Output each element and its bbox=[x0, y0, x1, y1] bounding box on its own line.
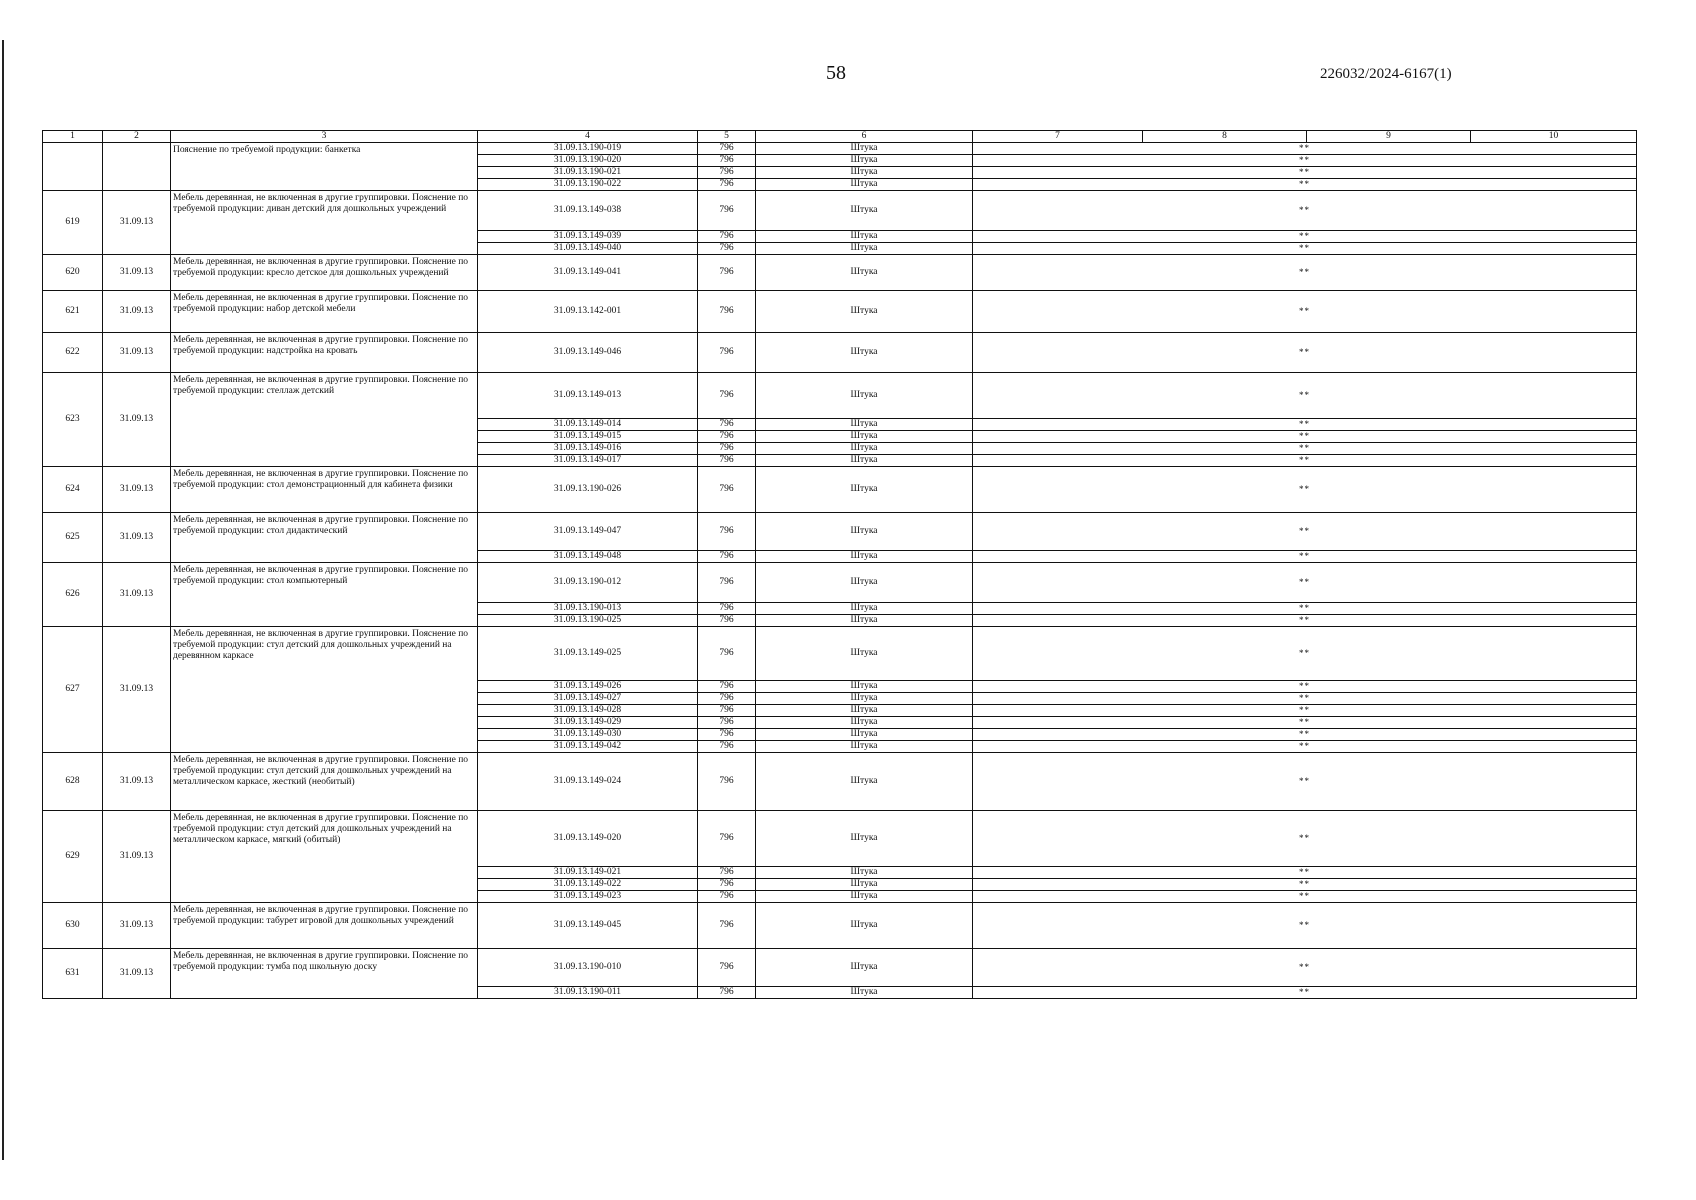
note-mark-cell: ** bbox=[973, 741, 1637, 753]
okpd2-code-cell: 31.09.13.149-016 bbox=[478, 443, 698, 455]
okei-code-cell: 796 bbox=[698, 705, 756, 717]
okei-code-cell: 796 bbox=[698, 563, 756, 603]
table-body bbox=[43, 143, 1637, 999]
row-number-cell: 627 bbox=[43, 627, 103, 753]
okpd-group-cell: 31.09.13 bbox=[103, 563, 171, 627]
unit-cell: Штука bbox=[756, 563, 973, 603]
okpd2-code-cell: 31.09.13.190-020 bbox=[478, 155, 698, 167]
okpd2-code-cell: 31.09.13.149-045 bbox=[478, 903, 698, 949]
specification-table bbox=[42, 130, 1637, 999]
okpd2-code-cell: 31.09.13.190-026 bbox=[478, 467, 698, 513]
unit-cell: Штука bbox=[756, 717, 973, 729]
okei-code-cell: 796 bbox=[698, 179, 756, 191]
unit-cell: Штука bbox=[756, 431, 973, 443]
row-number-cell: 624 bbox=[43, 467, 103, 513]
description-cell: Мебель деревянная, не включенная в другие группировки. Пояснение по требуемой продукции: стул детский для дошкольных учреждений на деревянном каркасе bbox=[171, 627, 478, 753]
okpd2-code-cell: 31.09.13.149-023 bbox=[478, 891, 698, 903]
note-mark-cell: ** bbox=[973, 467, 1637, 513]
okpd2-code-cell: 31.09.13.149-025 bbox=[478, 627, 698, 681]
table-row bbox=[43, 627, 1637, 681]
unit-cell: Штука bbox=[756, 903, 973, 949]
description-cell: Мебель деревянная, не включенная в другие группировки. Пояснение по требуемой продукции: стол дидактический bbox=[171, 513, 478, 563]
row-number-cell: 626 bbox=[43, 563, 103, 627]
note-mark-cell: ** bbox=[973, 949, 1637, 987]
table-row bbox=[43, 753, 1637, 811]
note-mark-cell: ** bbox=[973, 373, 1637, 419]
okpd-group-cell: 31.09.13 bbox=[103, 255, 171, 291]
note-mark-cell: ** bbox=[973, 155, 1637, 167]
okpd2-code-cell: 31.09.13.149-047 bbox=[478, 513, 698, 551]
note-mark-cell: ** bbox=[973, 903, 1637, 949]
note-mark-cell: ** bbox=[973, 179, 1637, 191]
unit-cell: Штука bbox=[756, 741, 973, 753]
okpd-group-cell: 31.09.13 bbox=[103, 373, 171, 467]
okpd2-code-cell: 31.09.13.190-013 bbox=[478, 603, 698, 615]
description-cell: Мебель деревянная, не включенная в другие группировки. Пояснение по требуемой продукции: стул детский для дошкольных учреждений на металлическом каркасе, мягкий (обитый) bbox=[171, 811, 478, 903]
okei-code-cell: 796 bbox=[698, 291, 756, 333]
table-row bbox=[43, 903, 1637, 949]
note-mark-cell: ** bbox=[973, 143, 1637, 155]
unit-cell: Штука bbox=[756, 891, 973, 903]
table-row bbox=[43, 811, 1637, 867]
unit-cell: Штука bbox=[756, 879, 973, 891]
note-mark-cell: ** bbox=[973, 615, 1637, 627]
okpd2-code-cell: 31.09.13.149-029 bbox=[478, 717, 698, 729]
okpd2-code-cell: 31.09.13.190-019 bbox=[478, 143, 698, 155]
okei-code-cell: 796 bbox=[698, 987, 756, 999]
unit-cell: Штука bbox=[756, 291, 973, 333]
row-number-cell: 631 bbox=[43, 949, 103, 999]
okpd2-code-cell: 31.09.13.149-042 bbox=[478, 741, 698, 753]
note-mark-cell: ** bbox=[973, 231, 1637, 243]
okpd2-code-cell: 31.09.13.149-039 bbox=[478, 231, 698, 243]
okpd-group-cell: 31.09.13 bbox=[103, 513, 171, 563]
okei-code-cell: 796 bbox=[698, 255, 756, 291]
okpd2-code-cell: 31.09.13.142-001 bbox=[478, 291, 698, 333]
note-mark-cell: ** bbox=[973, 419, 1637, 431]
column-header: 2 bbox=[103, 131, 171, 143]
okei-code-cell: 796 bbox=[698, 949, 756, 987]
description-cell: Пояснение по требуемой продукции: банкетка bbox=[171, 143, 478, 191]
note-mark-cell: ** bbox=[973, 753, 1637, 811]
table-row bbox=[43, 191, 1637, 231]
okei-code-cell: 796 bbox=[698, 455, 756, 467]
description-cell: Мебель деревянная, не включенная в другие группировки. Пояснение по требуемой продукции: набор детской мебели bbox=[171, 291, 478, 333]
okei-code-cell: 796 bbox=[698, 467, 756, 513]
okpd2-code-cell: 31.09.13.190-022 bbox=[478, 179, 698, 191]
unit-cell: Штука bbox=[756, 987, 973, 999]
okpd2-code-cell: 31.09.13.149-026 bbox=[478, 681, 698, 693]
row-number-cell: 630 bbox=[43, 903, 103, 949]
note-mark-cell: ** bbox=[973, 443, 1637, 455]
okpd2-code-cell: 31.09.13.149-015 bbox=[478, 431, 698, 443]
table-header bbox=[43, 131, 1637, 143]
note-mark-cell: ** bbox=[973, 191, 1637, 231]
note-mark-cell: ** bbox=[973, 811, 1637, 867]
okpd2-code-cell: 31.09.13.190-010 bbox=[478, 949, 698, 987]
note-mark-cell: ** bbox=[973, 455, 1637, 467]
okei-code-cell: 796 bbox=[698, 551, 756, 563]
table-row bbox=[43, 467, 1637, 513]
unit-cell: Штука bbox=[756, 603, 973, 615]
okpd-group-cell: 31.09.13 bbox=[103, 903, 171, 949]
okpd-group-cell: 31.09.13 bbox=[103, 191, 171, 255]
unit-cell: Штука bbox=[756, 373, 973, 419]
description-cell: Мебель деревянная, не включенная в другие группировки. Пояснение по требуемой продукции: табурет игровой для дошкольных учреждений bbox=[171, 903, 478, 949]
unit-cell: Штука bbox=[756, 627, 973, 681]
note-mark-cell: ** bbox=[973, 705, 1637, 717]
okpd-group-cell: 31.09.13 bbox=[103, 467, 171, 513]
okpd2-code-cell: 31.09.13.149-028 bbox=[478, 705, 698, 717]
table-row bbox=[43, 373, 1637, 419]
note-mark-cell: ** bbox=[973, 627, 1637, 681]
column-header: 8 bbox=[1143, 131, 1307, 143]
okpd2-code-cell: 31.09.13.149-013 bbox=[478, 373, 698, 419]
unit-cell: Штука bbox=[756, 231, 973, 243]
okei-code-cell: 796 bbox=[698, 419, 756, 431]
note-mark-cell: ** bbox=[973, 693, 1637, 705]
page-number: 58 bbox=[826, 62, 846, 84]
note-mark-cell: ** bbox=[973, 243, 1637, 255]
column-header: 4 bbox=[478, 131, 698, 143]
unit-cell: Штука bbox=[756, 705, 973, 717]
unit-cell: Штука bbox=[756, 455, 973, 467]
okei-code-cell: 796 bbox=[698, 615, 756, 627]
okpd2-code-cell: 31.09.13.149-022 bbox=[478, 879, 698, 891]
okpd2-code-cell: 31.09.13.149-041 bbox=[478, 255, 698, 291]
table-row bbox=[43, 255, 1637, 291]
okpd2-code-cell: 31.09.13.149-046 bbox=[478, 333, 698, 373]
note-mark-cell: ** bbox=[973, 681, 1637, 693]
note-mark-cell: ** bbox=[973, 879, 1637, 891]
unit-cell: Штука bbox=[756, 143, 973, 155]
okei-code-cell: 796 bbox=[698, 155, 756, 167]
table-row bbox=[43, 513, 1637, 551]
okei-code-cell: 796 bbox=[698, 879, 756, 891]
okei-code-cell: 796 bbox=[698, 603, 756, 615]
column-header: 1 bbox=[43, 131, 103, 143]
okpd2-code-cell: 31.09.13.149-020 bbox=[478, 811, 698, 867]
document-id: 226032/2024-6167(1) bbox=[1320, 66, 1452, 82]
note-mark-cell: ** bbox=[973, 333, 1637, 373]
okpd-group-cell: 31.09.13 bbox=[103, 333, 171, 373]
unit-cell: Штука bbox=[756, 191, 973, 231]
unit-cell: Штука bbox=[756, 467, 973, 513]
scan-margin-line bbox=[2, 40, 4, 1160]
okpd2-code-cell: 31.09.13.149-017 bbox=[478, 455, 698, 467]
okpd-group-cell bbox=[103, 143, 171, 191]
note-mark-cell: ** bbox=[973, 987, 1637, 999]
okpd2-code-cell: 31.09.13.190-025 bbox=[478, 615, 698, 627]
okpd-group-cell: 31.09.13 bbox=[103, 627, 171, 753]
note-mark-cell: ** bbox=[973, 867, 1637, 879]
okei-code-cell: 796 bbox=[698, 431, 756, 443]
okei-code-cell: 796 bbox=[698, 627, 756, 681]
okei-code-cell: 796 bbox=[698, 741, 756, 753]
table-row bbox=[43, 143, 1637, 155]
okei-code-cell: 796 bbox=[698, 681, 756, 693]
okpd2-code-cell: 31.09.13.149-038 bbox=[478, 191, 698, 231]
note-mark-cell: ** bbox=[973, 551, 1637, 563]
column-header: 9 bbox=[1307, 131, 1471, 143]
note-mark-cell: ** bbox=[973, 717, 1637, 729]
description-cell: Мебель деревянная, не включенная в другие группировки. Пояснение по требуемой продукции: диван детский для дошкольных учреждений bbox=[171, 191, 478, 255]
row-number-cell: 621 bbox=[43, 291, 103, 333]
unit-cell: Штука bbox=[756, 513, 973, 551]
row-number-cell: 619 bbox=[43, 191, 103, 255]
unit-cell: Штука bbox=[756, 615, 973, 627]
okpd2-code-cell: 31.09.13.149-040 bbox=[478, 243, 698, 255]
okei-code-cell: 796 bbox=[698, 143, 756, 155]
okpd-group-cell: 31.09.13 bbox=[103, 753, 171, 811]
okpd2-code-cell: 31.09.13.190-021 bbox=[478, 167, 698, 179]
description-cell: Мебель деревянная, не включенная в другие группировки. Пояснение по требуемой продукции: тумба под школьную доску bbox=[171, 949, 478, 999]
okpd2-code-cell: 31.09.13.149-027 bbox=[478, 693, 698, 705]
okei-code-cell: 796 bbox=[698, 231, 756, 243]
unit-cell: Штука bbox=[756, 867, 973, 879]
okpd-group-cell: 31.09.13 bbox=[103, 811, 171, 903]
description-cell: Мебель деревянная, не включенная в другие группировки. Пояснение по требуемой продукции: стол демонстрационный для кабинета физики bbox=[171, 467, 478, 513]
table-row bbox=[43, 563, 1637, 603]
okei-code-cell: 796 bbox=[698, 167, 756, 179]
description-cell: Мебель деревянная, не включенная в другие группировки. Пояснение по требуемой продукции: стеллаж детский bbox=[171, 373, 478, 467]
unit-cell: Штука bbox=[756, 167, 973, 179]
table-row bbox=[43, 949, 1637, 987]
okpd2-code-cell: 31.09.13.190-012 bbox=[478, 563, 698, 603]
row-number-cell: 622 bbox=[43, 333, 103, 373]
okpd2-code-cell: 31.09.13.149-014 bbox=[478, 419, 698, 431]
row-number-cell bbox=[43, 143, 103, 191]
unit-cell: Штука bbox=[756, 681, 973, 693]
okei-code-cell: 796 bbox=[698, 693, 756, 705]
okei-code-cell: 796 bbox=[698, 753, 756, 811]
description-cell: Мебель деревянная, не включенная в другие группировки. Пояснение по требуемой продукции: стул детский для дошкольных учреждений на металлическом каркасе, жесткий (необитый) bbox=[171, 753, 478, 811]
unit-cell: Штука bbox=[756, 949, 973, 987]
note-mark-cell: ** bbox=[973, 563, 1637, 603]
okei-code-cell: 796 bbox=[698, 717, 756, 729]
okpd2-code-cell: 31.09.13.149-021 bbox=[478, 867, 698, 879]
note-mark-cell: ** bbox=[973, 255, 1637, 291]
unit-cell: Штука bbox=[756, 729, 973, 741]
table-row bbox=[43, 333, 1637, 373]
okei-code-cell: 796 bbox=[698, 443, 756, 455]
note-mark-cell: ** bbox=[973, 891, 1637, 903]
column-header: 5 bbox=[698, 131, 756, 143]
column-header: 3 bbox=[171, 131, 478, 143]
okei-code-cell: 796 bbox=[698, 867, 756, 879]
note-mark-cell: ** bbox=[973, 291, 1637, 333]
note-mark-cell: ** bbox=[973, 431, 1637, 443]
row-number-cell: 629 bbox=[43, 811, 103, 903]
okei-code-cell: 796 bbox=[698, 333, 756, 373]
unit-cell: Штука bbox=[756, 333, 973, 373]
description-cell: Мебель деревянная, не включенная в другие группировки. Пояснение по требуемой продукции: надстройка на кровать bbox=[171, 333, 478, 373]
unit-cell: Штука bbox=[756, 811, 973, 867]
okpd-group-cell: 31.09.13 bbox=[103, 949, 171, 999]
specification-table-container bbox=[42, 130, 1636, 999]
okei-code-cell: 796 bbox=[698, 811, 756, 867]
row-number-cell: 623 bbox=[43, 373, 103, 467]
column-header: 10 bbox=[1471, 131, 1637, 143]
unit-cell: Штука bbox=[756, 693, 973, 705]
table-row bbox=[43, 291, 1637, 333]
row-number-cell: 625 bbox=[43, 513, 103, 563]
unit-cell: Штука bbox=[756, 753, 973, 811]
column-header: 6 bbox=[756, 131, 973, 143]
okpd2-code-cell: 31.09.13.149-030 bbox=[478, 729, 698, 741]
okei-code-cell: 796 bbox=[698, 243, 756, 255]
unit-cell: Штука bbox=[756, 443, 973, 455]
okpd2-code-cell: 31.09.13.190-011 bbox=[478, 987, 698, 999]
note-mark-cell: ** bbox=[973, 513, 1637, 551]
okei-code-cell: 796 bbox=[698, 191, 756, 231]
okei-code-cell: 796 bbox=[698, 729, 756, 741]
unit-cell: Штука bbox=[756, 419, 973, 431]
note-mark-cell: ** bbox=[973, 729, 1637, 741]
unit-cell: Штука bbox=[756, 155, 973, 167]
unit-cell: Штука bbox=[756, 243, 973, 255]
row-number-cell: 620 bbox=[43, 255, 103, 291]
okei-code-cell: 796 bbox=[698, 891, 756, 903]
okpd2-code-cell: 31.09.13.149-048 bbox=[478, 551, 698, 563]
okei-code-cell: 796 bbox=[698, 513, 756, 551]
column-numbers-row bbox=[43, 131, 1637, 143]
note-mark-cell: ** bbox=[973, 603, 1637, 615]
okpd2-code-cell: 31.09.13.149-024 bbox=[478, 753, 698, 811]
unit-cell: Штука bbox=[756, 179, 973, 191]
okei-code-cell: 796 bbox=[698, 903, 756, 949]
description-cell: Мебель деревянная, не включенная в другие группировки. Пояснение по требуемой продукции: стол компьютерный bbox=[171, 563, 478, 627]
description-cell: Мебель деревянная, не включенная в другие группировки. Пояснение по требуемой продукции: кресло детское для дошкольных учреждений bbox=[171, 255, 478, 291]
unit-cell: Штука bbox=[756, 551, 973, 563]
column-header: 7 bbox=[973, 131, 1143, 143]
okpd-group-cell: 31.09.13 bbox=[103, 291, 171, 333]
note-mark-cell: ** bbox=[973, 167, 1637, 179]
unit-cell: Штука bbox=[756, 255, 973, 291]
row-number-cell: 628 bbox=[43, 753, 103, 811]
okei-code-cell: 796 bbox=[698, 373, 756, 419]
